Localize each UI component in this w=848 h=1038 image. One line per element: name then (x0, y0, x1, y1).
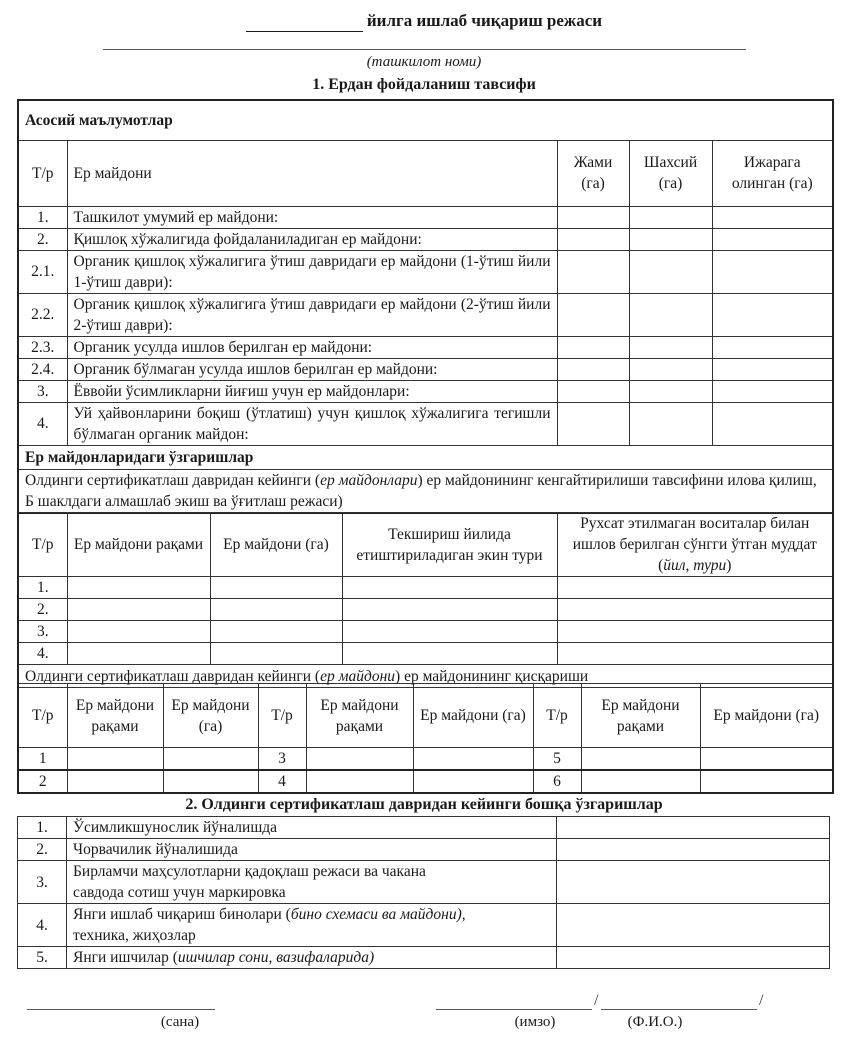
col-header-plot-area: Ер майдони (га) (413, 684, 533, 748)
row-label: Ёввойи ўсимликларни йиғиш учун ер майдонлари: (67, 380, 557, 402)
table-row (18, 861, 830, 904)
table-row (18, 643, 833, 665)
header-text: Рухсат этилмаган воситалар билан ишлов берилган сўнгги ўтган муддат ( (572, 515, 817, 574)
other-changes-table (17, 816, 830, 969)
document-title (0, 10, 848, 32)
row-label: Ташкилот умумий ер майдони: (67, 206, 557, 228)
row-num: 2.4. (18, 358, 67, 380)
total-cell[interactable] (557, 402, 629, 445)
leased-cell[interactable] (712, 380, 833, 402)
value-cell[interactable] (557, 861, 830, 904)
table-row (18, 336, 833, 358)
table-row (18, 402, 833, 445)
row-label (67, 947, 557, 969)
col-header-num: Т/р (533, 684, 581, 748)
last-treatment-cell[interactable] (557, 621, 833, 643)
plot-number-cell[interactable] (67, 643, 210, 665)
plot-number-cell[interactable] (581, 770, 700, 793)
row-num: 2.3. (18, 336, 67, 358)
last-treatment-cell[interactable] (557, 599, 833, 621)
label-text: Янги ишчилар ( (73, 949, 178, 966)
basic-info-table (17, 99, 834, 514)
value-cell[interactable] (557, 839, 830, 861)
last-treatment-cell[interactable] (557, 577, 833, 599)
col-header-plot-number: Ер майдони рақами (581, 684, 700, 748)
crop-cell[interactable] (342, 577, 557, 599)
row-num: 1. (18, 206, 67, 228)
plot-number-cell[interactable] (306, 748, 413, 771)
separator-slash: / (759, 992, 764, 1009)
header-text: , (685, 557, 694, 574)
private-cell[interactable] (629, 250, 712, 293)
col-header-crop: Текшириш йилида етиштириладиган экин тури (342, 513, 557, 577)
plot-area-cell[interactable] (413, 770, 533, 793)
value-cell[interactable] (557, 817, 830, 839)
table-row (18, 577, 833, 599)
row-label: Органик усулда ишлов берилган ер майдони: (67, 336, 557, 358)
desc-italic: ер майдони (320, 667, 396, 685)
plot-number-cell[interactable] (67, 577, 210, 599)
section1-title: 1. Ердан фойдаланиш тавсифи (312, 76, 536, 93)
value-cell[interactable] (557, 947, 830, 969)
label-italic: бино схемаси ва майдони) (290, 906, 462, 923)
row-num: 2. (18, 228, 67, 250)
plot-number-cell[interactable] (67, 770, 163, 793)
row-label: Ўсимликшунослик йўналишда (67, 817, 557, 839)
row-num: 3. (18, 621, 67, 643)
signature-field[interactable] (436, 1009, 592, 1010)
value-cell[interactable] (557, 904, 830, 947)
full-name-label: (Ф.И.О.) (627, 1014, 683, 1030)
col-header-last-treatment (557, 513, 833, 577)
desc-text: ) ер майдонининг қисқариши (395, 667, 589, 685)
desc-text: Олдинги сертификатлаш давридан кейинги ( (25, 667, 321, 685)
row-label: Чорвачилик йўналишида (67, 839, 557, 861)
col-header-plot-number: Ер майдони рақами (306, 684, 413, 748)
row-num: 3. (18, 861, 67, 904)
full-name-field[interactable] (601, 1009, 757, 1010)
plot-area-cell[interactable] (163, 748, 258, 771)
label-italic: ишчилар сони, вазифаларида) (177, 949, 375, 966)
header-text: ) (726, 557, 732, 574)
leased-cell[interactable] (712, 336, 833, 358)
leased-cell[interactable] (712, 206, 833, 228)
leased-cell[interactable] (712, 228, 833, 250)
desc-text: Олдинги сертификатлаш давридан кейинги ( (25, 471, 321, 489)
row-num: 6 (533, 770, 581, 793)
col-header-plot-number: Ер майдони рақами (67, 684, 163, 748)
row-num: 2.1. (18, 250, 67, 293)
table-row (18, 947, 830, 969)
private-cell[interactable] (629, 380, 712, 402)
header-italic: тури (693, 557, 727, 574)
row-num: 2.2. (18, 293, 67, 336)
private-cell[interactable] (629, 358, 712, 380)
total-cell[interactable] (557, 358, 629, 380)
total-cell[interactable] (557, 250, 629, 293)
row-num: 4 (258, 770, 306, 793)
plot-area-cell[interactable] (163, 770, 258, 793)
row-num: 2. (18, 839, 67, 861)
leased-cell[interactable] (712, 358, 833, 380)
organization-caption: (ташкилот номи) (366, 54, 482, 70)
private-cell[interactable] (629, 336, 712, 358)
plot-area-cell[interactable] (210, 621, 342, 643)
date-label: (сана) (160, 1014, 200, 1030)
row-label (67, 904, 557, 947)
col-header-num: Т/р (18, 513, 67, 577)
table-row (18, 293, 833, 336)
title-text: йилга ишлаб чиқариш режаси (366, 11, 603, 30)
plot-area-cell[interactable] (210, 599, 342, 621)
row-num: 2. (18, 599, 67, 621)
col-header-private: Шахсий (га) (629, 140, 712, 206)
year-blank-field[interactable] (246, 13, 363, 32)
plot-number-cell[interactable] (306, 770, 413, 793)
reduction-table (17, 683, 834, 794)
row-num: 4. (18, 402, 67, 445)
col-header-plot-area: Ер майдони (га) (700, 684, 833, 748)
label-text: Янги ишлаб чиқариш бинолари ( (73, 906, 291, 923)
plot-number-cell[interactable] (581, 748, 700, 771)
row-num: 5. (18, 947, 67, 969)
col-header-num: Т/р (18, 140, 67, 206)
table-row (18, 250, 833, 293)
table-row (18, 770, 833, 793)
row-num: 4. (18, 643, 67, 665)
table-row (18, 599, 833, 621)
plot-number-cell[interactable] (67, 599, 210, 621)
leased-cell[interactable] (712, 293, 833, 336)
row-label: Органик бўлмаган усулда ишлов берилган ер майдони: (67, 358, 557, 380)
col-header-plot-area: Ер майдони (га) (210, 513, 342, 577)
row-num: 1. (18, 577, 67, 599)
desc-italic: ер майдонлари (320, 471, 418, 489)
private-cell[interactable] (629, 228, 712, 250)
col-header-leased: Ижарага олинган (га) (712, 140, 833, 206)
crop-cell[interactable] (342, 621, 557, 643)
row-num: 4. (18, 904, 67, 947)
plot-area-cell[interactable] (210, 643, 342, 665)
last-treatment-cell[interactable] (557, 643, 833, 665)
col-header-num: Т/р (258, 684, 306, 748)
total-cell[interactable] (557, 206, 629, 228)
section2-title: 2. Олдинги сертификатлаш давридан кейинги бошқа ўзгаришлар (185, 796, 663, 813)
leased-cell[interactable] (712, 250, 833, 293)
plot-area-cell[interactable] (210, 577, 342, 599)
table-row (18, 228, 833, 250)
table-row (18, 839, 830, 861)
plot-area-cell[interactable] (700, 770, 833, 793)
table-row (18, 380, 833, 402)
crop-cell[interactable] (342, 599, 557, 621)
crop-cell[interactable] (342, 643, 557, 665)
total-cell[interactable] (557, 380, 629, 402)
table-row (18, 621, 833, 643)
date-field[interactable] (27, 1009, 215, 1010)
plot-number-cell[interactable] (67, 748, 163, 771)
private-cell[interactable] (629, 293, 712, 336)
table-row (18, 817, 830, 839)
col-header-plot-number: Ер майдони рақами (67, 513, 210, 577)
col-header-num: Т/р (18, 684, 67, 748)
total-cell[interactable] (557, 336, 629, 358)
expansion-description (18, 469, 833, 513)
leased-cell[interactable] (712, 402, 833, 445)
col-header-area: Ер майдони (67, 140, 557, 206)
header-italic: йил (663, 557, 686, 574)
row-label: Қишлоқ хўжалигида фойдаланиладиган ер майдони: (67, 228, 557, 250)
row-num: 1. (18, 817, 67, 839)
row-label: Бирламчи маҳсулотларни қадоқлаш режаси ва чакана савдода сотиш учун маркировка (67, 861, 557, 904)
organization-name-field[interactable] (103, 49, 746, 50)
table-row (18, 206, 833, 228)
table-row (18, 358, 833, 380)
table-row (18, 904, 830, 947)
total-cell[interactable] (557, 228, 629, 250)
row-num: 3. (18, 380, 67, 402)
row-num: 1 (18, 748, 67, 771)
basic-info-heading: Асосий маълумотлар (18, 100, 833, 140)
private-cell[interactable] (629, 402, 712, 445)
plot-area-cell[interactable] (700, 748, 833, 771)
row-label: Органик қишлоқ хўжалигига ўтиш давридаги ер майдони (2-ўтиш йили 2-ўтиш даври): (67, 293, 557, 336)
row-num: 2 (18, 770, 67, 793)
row-num: 5 (533, 748, 581, 771)
col-header-plot-area: Ер майдони (га) (163, 684, 258, 748)
plot-area-cell[interactable] (413, 748, 533, 771)
private-cell[interactable] (629, 206, 712, 228)
col-header-total: Жами (га) (557, 140, 629, 206)
plot-number-cell[interactable] (67, 621, 210, 643)
desc-text: ) ер майдонининг кенгайтирилиши тавсифини илова қилиш, Б шаклдаги алмашлаб экиш ва ўғитлаш режаси) (25, 471, 817, 510)
total-cell[interactable] (557, 293, 629, 336)
separator-slash: / (594, 992, 599, 1009)
land-changes-heading: Ер майдонларидаги ўзгаришлар (18, 445, 833, 469)
expansion-table (17, 512, 834, 688)
row-label: Органик қишлоқ хўжалигига ўтиш давридаги ер майдони (1-ўтиш йили 1-ўтиш даври): (67, 250, 557, 293)
table-row (18, 748, 833, 771)
row-label: Уй ҳайвонларини боқиш (ўтлатиш) учун қишлоқ хўжалигига тегишли бўлмаган органик майдон: (67, 402, 557, 445)
signature-label: (имзо) (514, 1014, 556, 1030)
row-num: 3 (258, 748, 306, 771)
label-text: , техника, жиҳозлар (73, 906, 466, 944)
